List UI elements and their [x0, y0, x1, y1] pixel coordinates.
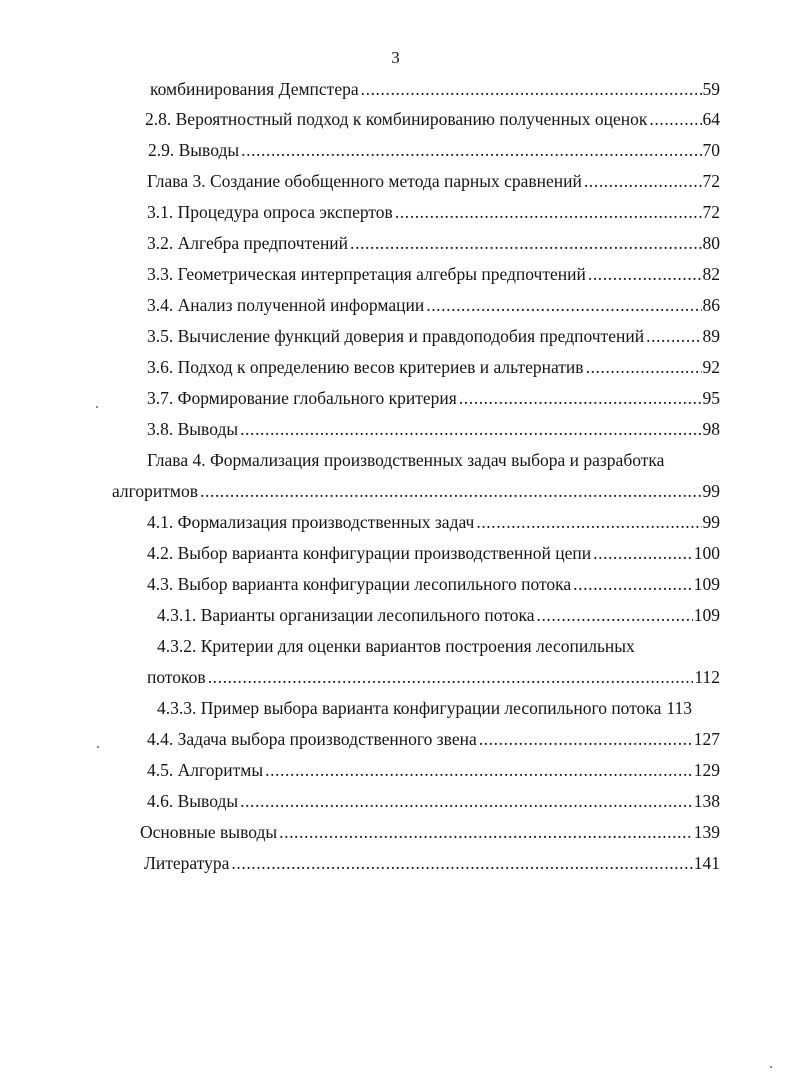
toc-entry-page: 99 [702, 481, 720, 501]
toc-entry-page: 127 [693, 729, 720, 749]
dot-leader [231, 848, 692, 878]
dot-leader [479, 724, 693, 754]
dot-leader [584, 166, 702, 196]
toc-entry-title: 2.8. Вероятностный подход к комбинированию полученных оценок [145, 109, 648, 129]
toc-entry-page: 100 [693, 543, 720, 563]
toc-entry-page: 113 [666, 698, 692, 718]
toc-entry [147, 507, 720, 537]
toc-entry [140, 817, 720, 847]
toc-entry [147, 166, 720, 196]
toc-entry-title: 4.4. Задача выбора производственного звена [147, 729, 477, 749]
dot-leader [240, 786, 693, 816]
toc-entry [147, 290, 720, 320]
toc-entry-page: 141 [693, 853, 720, 873]
toc-entry [147, 259, 720, 289]
toc-entry-page: 72 [702, 171, 720, 191]
toc-entry [147, 321, 720, 351]
dot-leader [350, 228, 701, 258]
toc-entry-title: 4.3.1. Варианты организации лесопильного потока [157, 605, 535, 625]
dot-leader [200, 476, 702, 506]
toc-entry-title: Литература [144, 853, 230, 873]
toc-entry-title: 2.9. Выводы [148, 140, 240, 160]
toc-entry [147, 538, 720, 568]
toc-entry-page: 59 [702, 79, 720, 99]
toc-entry-page: 92 [702, 357, 720, 377]
toc-entry-page: 80 [702, 233, 720, 253]
toc-entry-title: 3.6. Подход к определению весов критериев и альтернатив [147, 357, 584, 377]
toc-entry [147, 197, 720, 227]
toc-entry [148, 135, 720, 165]
scan-speck [97, 746, 99, 748]
toc-entry-title: Основные выводы [140, 822, 278, 842]
toc-entry-page: 109 [693, 574, 720, 594]
scan-speck [770, 1066, 772, 1068]
toc-entry [147, 786, 720, 816]
toc-entry [157, 600, 720, 630]
toc-entry [147, 724, 720, 754]
dot-leader [586, 352, 702, 382]
dot-leader [279, 817, 693, 847]
toc-entry [147, 228, 720, 258]
toc-entry-page: 139 [693, 822, 720, 842]
toc-entry-page: 98 [702, 419, 720, 439]
toc-entry-page: 112 [694, 667, 720, 687]
dot-leader [426, 290, 701, 320]
toc-entry [147, 445, 720, 475]
toc-entry [157, 693, 720, 723]
toc-entry-title: 3.7. Формирование глобального критерия [147, 388, 457, 408]
toc-entry-title: Глава 3. Создание обобщенного метода парных сравнений [147, 171, 582, 191]
toc-entry-page: 70 [702, 140, 720, 160]
toc-entry-title: 3.2. Алгебра предпочтений [147, 233, 349, 253]
toc-entry-title: комбинирования Демпстера [150, 79, 359, 99]
toc-entry [147, 569, 720, 599]
dot-leader [573, 569, 693, 599]
toc-entry [157, 631, 720, 661]
page-number: 3 [391, 48, 400, 67]
toc-entry-title: 4.5. Алгоритмы [147, 760, 264, 780]
toc-entry-title: 3.3. Геометрическая интерпретация алгебры предпочтений [147, 264, 586, 284]
dot-leader [536, 600, 692, 630]
toc-entry-title: 3.1. Процедура опроса экспертов [147, 202, 393, 222]
toc-entry-title: 4.3. Выбор варианта конфигурации лесопильного потока [147, 574, 572, 594]
dot-leader [646, 321, 701, 351]
toc-entry-title: Глава 4. Формализация производственных задач выбора и разработка [147, 450, 665, 470]
scan-speck [96, 406, 98, 408]
toc-entry [147, 352, 720, 382]
dot-leader [476, 507, 701, 537]
dot-leader [265, 755, 693, 785]
toc-entry [150, 74, 720, 104]
toc-entry-title: алгоритмов [112, 481, 198, 501]
toc-entry-title: 4.1. Формализация производственных задач [147, 512, 475, 532]
dot-leader [459, 383, 702, 413]
toc-entry-title: 4.3.3. Пример выбора варианта конфигурации лесопильного потока [157, 698, 662, 718]
toc-entry-title: потоков [147, 667, 206, 687]
toc-entry-title: 4.3.2. Критерии для оценки вариантов построения лесопильных [157, 636, 635, 656]
dot-leader [395, 197, 702, 227]
toc-entry [147, 383, 720, 413]
dot-leader [649, 104, 701, 134]
dot-leader [588, 259, 702, 289]
toc-entry-page: 89 [702, 326, 720, 346]
toc-entry [145, 104, 720, 134]
toc-entry-title: 3.5. Вычисление функций доверия и правдоподобия предпочтений [147, 326, 645, 346]
dot-leader [241, 135, 701, 165]
dot-leader [240, 414, 701, 444]
toc-entry [147, 755, 720, 785]
toc-entry-title: 3.4. Анализ полученной информации [147, 295, 425, 315]
toc-entry-title: 3.8. Выводы [147, 419, 239, 439]
toc-entry-title: 4.6. Выводы [147, 791, 239, 811]
dot-leader [361, 74, 702, 104]
dot-leader [593, 538, 693, 568]
toc-entry [112, 476, 720, 506]
toc-entry [144, 848, 720, 878]
toc-entry-page: 138 [693, 791, 720, 811]
toc-entry [147, 414, 720, 444]
toc-entry-page: 129 [693, 760, 720, 780]
toc-entry-page: 99 [702, 512, 720, 532]
toc-entry-title: 4.2. Выбор варианта конфигурации производственной цепи [147, 543, 592, 563]
toc-entry-page: 86 [702, 295, 720, 315]
toc-entry [147, 662, 720, 692]
toc-entry-page: 82 [702, 264, 720, 284]
toc-entry-page: 109 [693, 605, 720, 625]
toc-entry-page: 64 [702, 109, 720, 129]
toc-entry-page: 95 [702, 388, 720, 408]
toc-entry-page: 72 [702, 202, 720, 222]
dot-leader [208, 662, 694, 692]
